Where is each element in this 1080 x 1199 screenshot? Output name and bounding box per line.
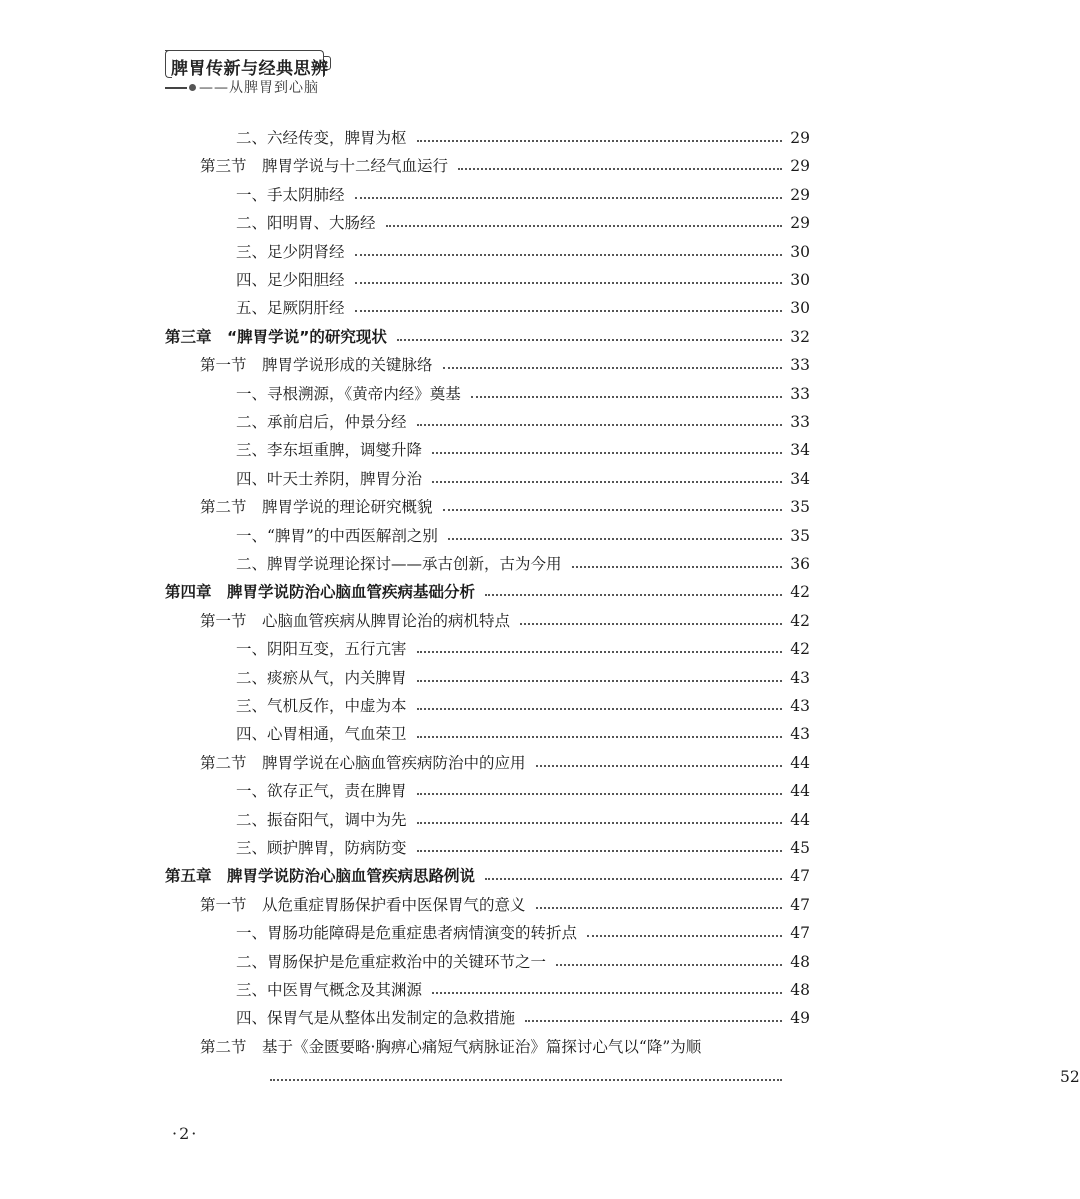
page-number: ·2·: [172, 1124, 199, 1143]
toc-dot-leader: [536, 765, 782, 767]
toc-dot-leader: [471, 396, 782, 398]
toc-page-number: 45: [790, 839, 810, 857]
toc-dot-leader: [485, 594, 782, 596]
toc-entry-title: 二、阳明胃、大肠经: [236, 209, 382, 237]
toc-page-number: 34: [790, 469, 810, 488]
toc-dot-leader: [432, 992, 782, 994]
toc-entry[interactable]: [0, 607, 1000, 635]
toc-entry-title: 一、“脾胃”的中西医解剖之别: [236, 522, 444, 550]
toc-page-number: 33: [790, 413, 810, 431]
toc-entry[interactable]: [0, 380, 1000, 408]
toc-dot-leader: [355, 282, 782, 284]
toc-entry[interactable]: [0, 323, 1000, 351]
toc-entry-title: 三、足少阴肾经: [236, 238, 351, 266]
toc-dot-leader: [355, 254, 782, 256]
toc-entry-title: 第二节 脾胃学说的理论研究概貌: [200, 493, 439, 521]
toc-page-number: 29: [790, 214, 810, 233]
toc-entry-title: 五、足厥阴肝经: [236, 294, 351, 322]
toc-entry-title: 第三章 “脾胃学说”的研究现状: [165, 323, 393, 351]
toc-entry-title: 二、脾胃学说理论探讨——承古创新，古为今用: [236, 550, 568, 578]
toc-dot-leader: [417, 736, 782, 738]
toc-entry-title: 一、阴阳互变，五行亢害: [236, 635, 413, 663]
toc-dot-leader: [417, 651, 782, 653]
toc-page-number: 29: [790, 157, 810, 176]
toc-entry[interactable]: [0, 806, 1000, 834]
toc-entry[interactable]: [0, 522, 1000, 550]
toc-page-number: 47: [790, 867, 810, 886]
toc-entry[interactable]: [0, 834, 1000, 862]
toc-entry[interactable]: [0, 294, 1000, 322]
toc-dot-leader: [556, 964, 782, 966]
toc-page-number: 43: [790, 697, 810, 715]
toc-page-number: 49: [790, 1009, 810, 1028]
toc-page-number: 29: [790, 129, 810, 147]
toc-entry[interactable]: [0, 181, 1000, 209]
toc-page-number: 44: [790, 782, 810, 801]
toc-entry-title: 第二节 脾胃学说在心脑血管疾病防治中的应用: [200, 749, 532, 777]
toc-dot-leader: [417, 680, 782, 682]
toc-entry[interactable]: [0, 749, 1000, 777]
toc-entry[interactable]: [0, 1033, 1000, 1061]
toc-entry-title: 第一节 心脑血管疾病从脾胃论治的病机特点: [200, 607, 516, 635]
header-dot-ornament: [189, 84, 196, 91]
toc-entry-title: 第一节 脾胃学说形成的关键脉络: [200, 351, 439, 379]
toc-entry[interactable]: [0, 692, 1000, 720]
toc-dot-leader: [443, 367, 782, 369]
toc-page-number: 42: [790, 611, 810, 630]
toc-entry[interactable]: [0, 408, 1000, 436]
toc-entry-title: 四、足少阳胆经: [236, 266, 351, 294]
toc-entry[interactable]: [0, 664, 1000, 692]
toc-page-number: 36: [790, 555, 810, 573]
toc-entry[interactable]: [0, 493, 1000, 521]
toc-page-number: 32: [790, 327, 810, 346]
toc-dot-leader: [525, 1020, 782, 1022]
toc-entry-title: 二、承前启后，仲景分经: [236, 408, 413, 436]
toc-entry-title: 四、叶天士养阴，脾胃分治: [236, 465, 428, 493]
toc-entry[interactable]: [0, 862, 1000, 890]
toc-entry-title: 一、手太阴肺经: [236, 181, 351, 209]
toc-entry-title: 二、振奋阳气，调中为先: [236, 806, 413, 834]
toc-page-number: 30: [790, 271, 810, 289]
toc-entry[interactable]: [0, 550, 1000, 578]
toc-page-number: 44: [790, 753, 810, 772]
toc-dot-leader: [432, 452, 782, 454]
toc-page-number: 35: [790, 526, 810, 545]
toc-page-number: 30: [790, 299, 810, 318]
toc-page-number: 42: [790, 583, 810, 602]
toc-entry[interactable]: [0, 976, 1000, 1004]
toc-page-number: 35: [790, 498, 810, 517]
toc-page-number: 30: [790, 242, 810, 261]
toc-entry[interactable]: [0, 919, 1000, 947]
book-subtitle: ——从脾胃到心脑: [199, 80, 319, 96]
toc-dot-leader: [536, 907, 782, 909]
toc-dot-leader: [417, 424, 782, 426]
toc-entry[interactable]: [0, 209, 1000, 237]
toc-entry[interactable]: [0, 891, 1000, 919]
toc-dot-leader: [485, 878, 782, 880]
toc-entry-title: 四、心胃相通，气血荣卫: [236, 720, 413, 748]
toc-page-number: 48: [790, 981, 810, 999]
toc-entry[interactable]: [0, 720, 1000, 748]
toc-dot-leader: [417, 793, 782, 795]
toc-entry-title: 三、顾护脾胃，防病防变: [236, 834, 413, 862]
toc-page-number: 33: [790, 384, 810, 403]
toc-entry-title: 第五章 脾胃学说防治心脑血管疾病思路例说: [165, 862, 481, 890]
toc-entry-title: 第三节 脾胃学说与十二经气血运行: [200, 152, 454, 180]
toc-dot-leader: [520, 623, 782, 625]
toc-entry[interactable]: [0, 948, 1000, 976]
toc-entry[interactable]: [0, 436, 1000, 464]
toc-entry-title: 一、胃肠功能障碍是危重症患者病情演变的转折点: [236, 919, 583, 947]
toc-dot-leader: [355, 197, 782, 199]
toc-entry[interactable]: [0, 777, 1000, 805]
toc-entry-title: 三、气机反作，中虚为本: [236, 692, 413, 720]
toc-dot-leader: [417, 708, 782, 710]
toc-dot-leader: [417, 140, 782, 142]
book-title: 脾胃传新与经典思辨: [171, 59, 329, 79]
toc-entry-title: 第二节 基于《金匮要略·胸痹心痛短气病脉证治》篇探讨心气以“降”为顺: [200, 1033, 707, 1061]
toc-dot-leader: [572, 566, 782, 568]
toc-dot-leader: [417, 822, 782, 824]
header-rule: [165, 87, 187, 89]
toc-dot-leader: [397, 339, 782, 341]
toc-dot-leader: [386, 225, 782, 227]
toc-page-number: 43: [790, 668, 810, 687]
running-header: [165, 50, 335, 96]
toc-page-number: 34: [790, 441, 810, 460]
toc-page-number: 29: [790, 185, 810, 204]
toc-dot-leader: [587, 935, 782, 937]
toc-entry-title: 第一节 从危重症胃肠保护看中医保胃气的意义: [200, 891, 532, 919]
toc-page-number: 44: [790, 810, 810, 829]
toc-entry[interactable]: [0, 124, 1000, 152]
toc-dot-leader: [443, 509, 782, 511]
toc-page-number: 47: [790, 924, 810, 943]
toc-dot-leader: [448, 538, 782, 540]
toc-dot-leader: [458, 168, 782, 170]
toc-entry-title: 一、寻根溯源，《黄帝内经》奠基: [236, 380, 467, 408]
toc-entry-title: 二、胃肠保护是危重症救治中的关键环节之一: [236, 948, 552, 976]
toc-page-number: 33: [790, 356, 810, 375]
toc-page-number: 52: [1060, 1068, 1080, 1087]
toc-page-number: 48: [790, 952, 810, 971]
toc-entry-title: 第四章 脾胃学说防治心脑血管疾病基础分析: [165, 578, 481, 606]
toc-entry[interactable]: [0, 578, 1000, 606]
toc-entry-title: 一、欲存正气，责在脾胃: [236, 777, 413, 805]
toc-dot-leader: [432, 481, 782, 483]
toc-entry-title: 三、中医胃气概念及其渊源: [236, 976, 428, 1004]
toc-entry[interactable]: [0, 1004, 1000, 1032]
toc-page-number: 42: [790, 640, 810, 659]
toc-entry[interactable]: [0, 465, 1000, 493]
toc-entry-title: 三、李东垣重脾，调燮升降: [236, 436, 428, 464]
toc-page-number: 47: [790, 895, 810, 914]
toc-entry[interactable]: [0, 635, 1000, 663]
toc-entry-title: 二、六经传变，脾胃为枢: [236, 124, 413, 152]
toc-dot-leader: [417, 850, 782, 852]
toc-entry-title: 四、保胃气是从整体出发制定的急救措施: [236, 1004, 521, 1032]
toc-entry[interactable]: [0, 351, 1000, 379]
toc-entry[interactable]: [0, 152, 1000, 180]
toc-dot-leader: [270, 1079, 782, 1081]
toc-entry-title: 二、痰瘀从气，内关脾胃: [236, 664, 413, 692]
toc-page-number: 43: [790, 725, 810, 744]
toc-entry[interactable]: [0, 266, 1000, 294]
toc-entry[interactable]: [0, 238, 1000, 266]
toc-dot-leader: [355, 310, 782, 312]
